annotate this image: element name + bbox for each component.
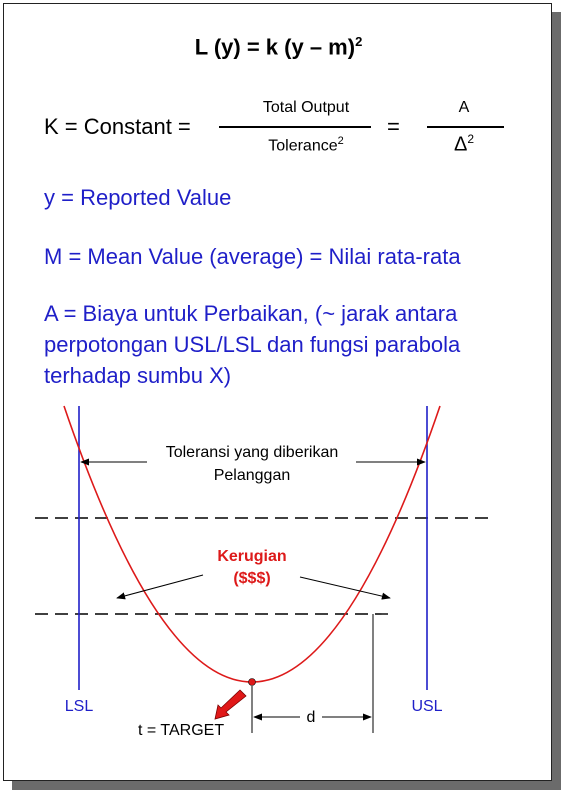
formula-main-exponent: 2	[355, 34, 363, 49]
definition-a-line2: perpotongan USL/LSL dan fungsi parabola	[44, 332, 461, 357]
loss-arrow-left	[117, 575, 203, 598]
d-label: d	[306, 709, 316, 726]
lsl-label: LSL	[64, 698, 94, 715]
loss-arrow-right	[300, 577, 390, 598]
definition-m: M = Mean Value (average) = Nilai rata-rata	[44, 244, 461, 269]
definition-a-line1: A = Biaya untuk Perbaikan, (~ jarak antara	[44, 301, 458, 326]
fraction1-denominator-text: Tolerance	[268, 137, 338, 155]
fraction2-denominator-text: Δ	[453, 133, 468, 156]
fraction1-denominator-exponent: 2	[337, 135, 344, 147]
target-label: t = TARGET	[138, 722, 225, 739]
target-pointer-arrow	[215, 690, 246, 719]
tolerance-label-line2: Pelanggan	[213, 467, 291, 484]
fraction2-denominator-exponent: 2	[467, 132, 475, 146]
loss-label-line1: Kerugian	[217, 548, 287, 565]
formula-main: L (y) = k (y – m)	[194, 34, 356, 60]
fraction2-numerator: A	[458, 99, 470, 116]
loss-label-line2: ($$$)	[233, 570, 271, 587]
definition-y: y = Reported Value	[44, 185, 232, 210]
definition-a-line3: terhadap sumbu X)	[44, 363, 232, 388]
usl-label: USL	[411, 698, 443, 715]
tolerance-label-line1: Toleransi yang diberikan	[165, 444, 339, 461]
fraction1-numerator: Total Output	[262, 99, 350, 116]
equals-sign: =	[387, 114, 400, 139]
k-constant-label: K = Constant =	[44, 114, 191, 139]
target-point	[249, 679, 256, 686]
